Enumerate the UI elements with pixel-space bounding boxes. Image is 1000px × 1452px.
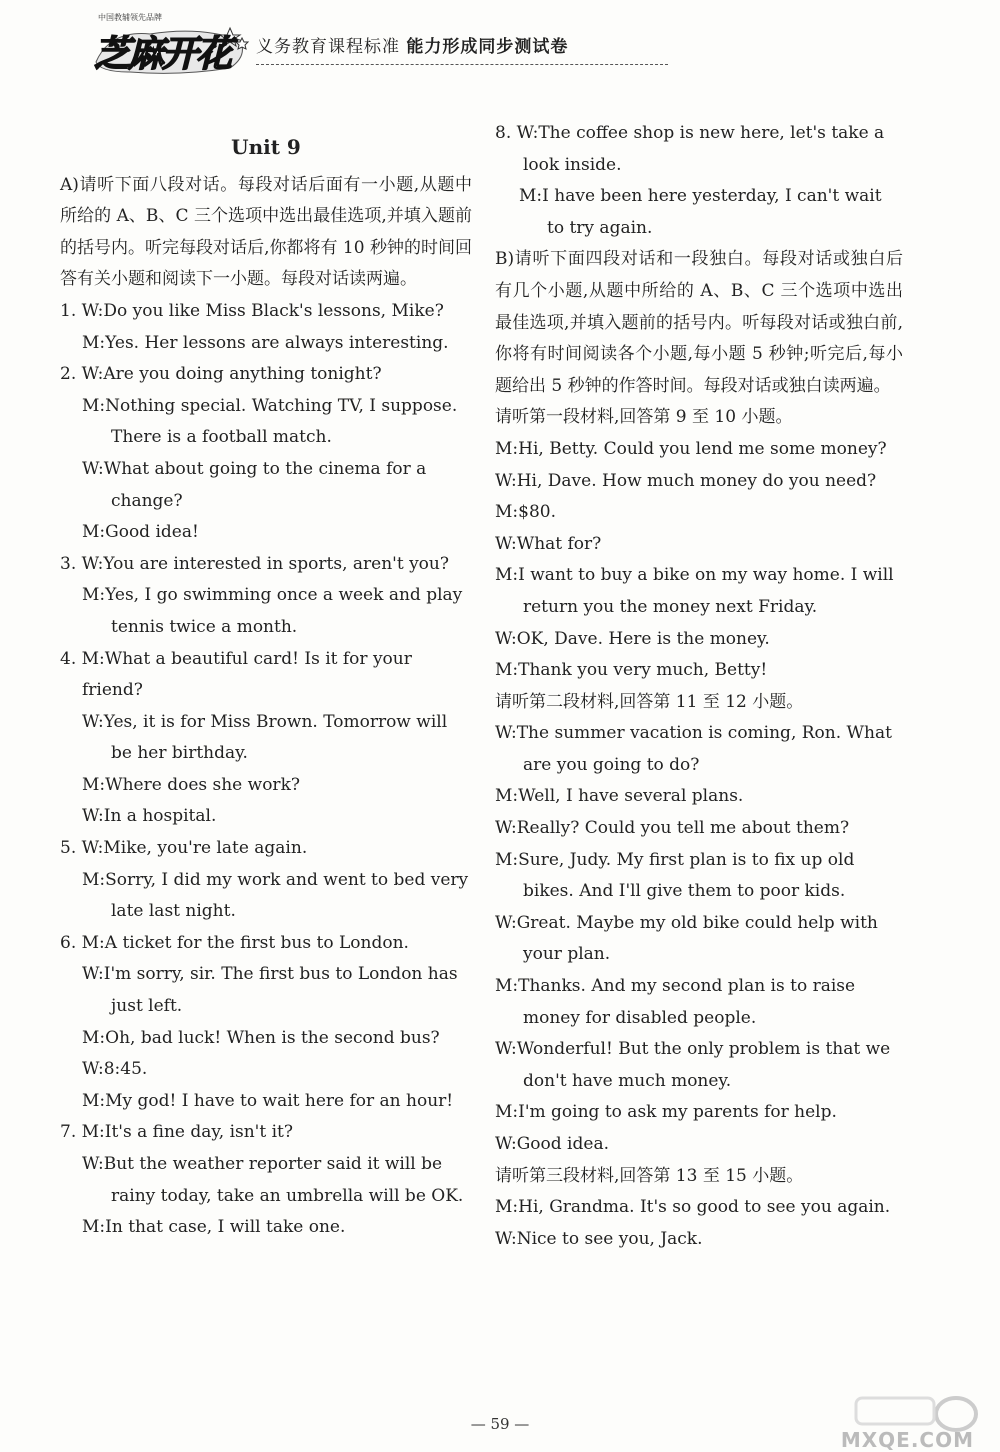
dialogue-line: W:But the weather reporter said it will be rainy today, take an umbrella will be OK. (82, 1154, 464, 1206)
dialogue-line: M:Hi, Grandma. It's so good to see you again. (495, 1197, 891, 1218)
dialogue-line: W:Good idea. (495, 1134, 609, 1154)
dialogue-line: M:Sure, Judy. My first plan is to fix up old bikes. And I'll give them to poor kids. (495, 849, 855, 902)
dialogue-line: 请听第二段材料,回答第 11 至 12 小题。 (495, 691, 804, 712)
right-dialogue-list (495, 118, 903, 1255)
dialogue-line: M:Good idea! (82, 522, 199, 543)
dialogue-line: W:OK, Dave. Here is the money. (495, 628, 770, 649)
dialogue-line: 2. W:Are you doing anything tonight? (60, 364, 382, 385)
dialogue-line: W:In a hospital. (82, 806, 217, 827)
dialogue-line: W:Hi, Dave. How much money do you need? (495, 470, 877, 491)
brand-tagline: 中国教辅领先品牌 (98, 13, 162, 22)
dialogue-line: M:Thanks. And my second plan is to raise money for disabled people. (495, 976, 856, 1028)
brand-logo-text: 芝麻开花 (94, 34, 231, 75)
dialogue-line: 8. W:The coffee shop is new here, let's take a look inside. (495, 123, 885, 175)
dialogue-line: M:Yes. Her lessons are always interesting. (82, 332, 449, 353)
dialogue-line: M:Thank you very much, Betty! (495, 660, 768, 681)
dialogue-line: W:What for? (495, 533, 602, 554)
dialogue-line: 1. W:Do you like Miss Black's lessons, Mike? (60, 300, 444, 321)
page-number: — 59 — (470, 1415, 530, 1433)
dialogue-line: B)请听下面四段对话和一段独白。每段对话或独白后有几个小题,从题中所给的 A、B、C 三个选项中选出最佳选项,并填入题前的括号内。听每段对话或独白前,你将有时间阅读各个小题,每小题 5 秒钟;听完后,每小题给出 5 秒钟的作答时间。每段对话或独白读两遍。 (495, 249, 903, 396)
watermark-text: MXQE.COM (840, 1428, 974, 1452)
dialogue-line: M:In that case, I will take one. (82, 1217, 346, 1238)
dialogue-line: M:My god! I have to wait here for an hour! (82, 1090, 454, 1111)
dialogue-line: M:Yes, I go swimming once a week and play tennis twice a month. (82, 585, 463, 637)
dialogue-line: W:Nice to see you, Jack. (495, 1228, 703, 1249)
dialogue-line: M:Oh, bad luck! When is the second bus? (82, 1027, 440, 1048)
series-title-part2: 能力形成同步测试卷 (406, 37, 569, 57)
dialogue-line: W:Really? Could you tell me about them? (495, 818, 850, 839)
dialogue-line: W:Yes, it is for Miss Brown. Tomorrow will be her birthday. (82, 711, 448, 764)
dialogue-line: 7. M:It's a fine day, isn't it? (60, 1122, 293, 1143)
page-header (80, 12, 670, 82)
dialogue-line: 6. M:A ticket for the first bus to London. (60, 932, 409, 953)
dialogue-line: 请听第三段材料,回答第 13 至 15 小题。 (495, 1165, 804, 1186)
dialogue-line: 4. M:What a beautiful card! Is it for your friend? (60, 648, 412, 701)
dialogue-line: W:What about going to the cinema for a change? (82, 458, 427, 511)
dialogue-line: 5. W:Mike, you're late again. (60, 838, 308, 859)
dialogue-line: W:The summer vacation is coming, Ron. What are you going to do? (495, 723, 892, 775)
series-title-part1: 义务教育课程标准 (256, 37, 400, 57)
unit-title: Unit 9 (231, 135, 301, 159)
dialogue-line: M:I have been here yesterday, I can't wait to try again. (519, 186, 882, 238)
left-dialogue-list (60, 296, 472, 1244)
dialogue-line: M:I want to buy a bike on my way home. I will return you the money next Friday. (495, 565, 894, 617)
dialogue-line: M:I'm going to ask my parents for help. (495, 1102, 837, 1123)
dialogue-line: M:Nothing special. Watching TV, I suppose. There is a football match. (82, 395, 458, 448)
dialogue-line: M:$80. (495, 502, 556, 523)
header-divider (256, 64, 668, 65)
dialogue-line: 3. W:You are interested in sports, aren't you? (60, 553, 449, 574)
section-a-instruction: A)请听下面八段对话。每段对话后面有一小题,从题中所给的 A、B、C 三个选项中选出最佳选项,并填入题前的括号内。听完每段对话后,你都将有 10 秒钟的时间回答有关小题和阅读下一小题。每段对话读两遍。 (60, 174, 472, 290)
dialogue-line: W:Wonderful! But the only problem is that we don't have much money. (495, 1039, 891, 1091)
dialogue-line: W:Great. Maybe my old bike could help with your plan. (495, 912, 878, 965)
dialogue-line: M:Sorry, I did my work and went to bed very late last night. (82, 869, 469, 922)
series-title (256, 32, 568, 57)
dialogue-line: M:Well, I have several plans. (495, 786, 744, 807)
dialogue-line: W:8:45. (82, 1059, 148, 1080)
right-column (495, 118, 903, 1255)
dialogue-line: M:Where does she work? (82, 774, 300, 795)
dialogue-line: M:Hi, Betty. Could you lend me some money? (495, 438, 887, 459)
dialogue-line: W:I'm sorry, sir. The first bus to London has just left. (82, 964, 458, 1017)
left-column (60, 118, 472, 1244)
dialogue-line: 请听第一段材料,回答第 9 至 10 小题。 (495, 407, 793, 428)
